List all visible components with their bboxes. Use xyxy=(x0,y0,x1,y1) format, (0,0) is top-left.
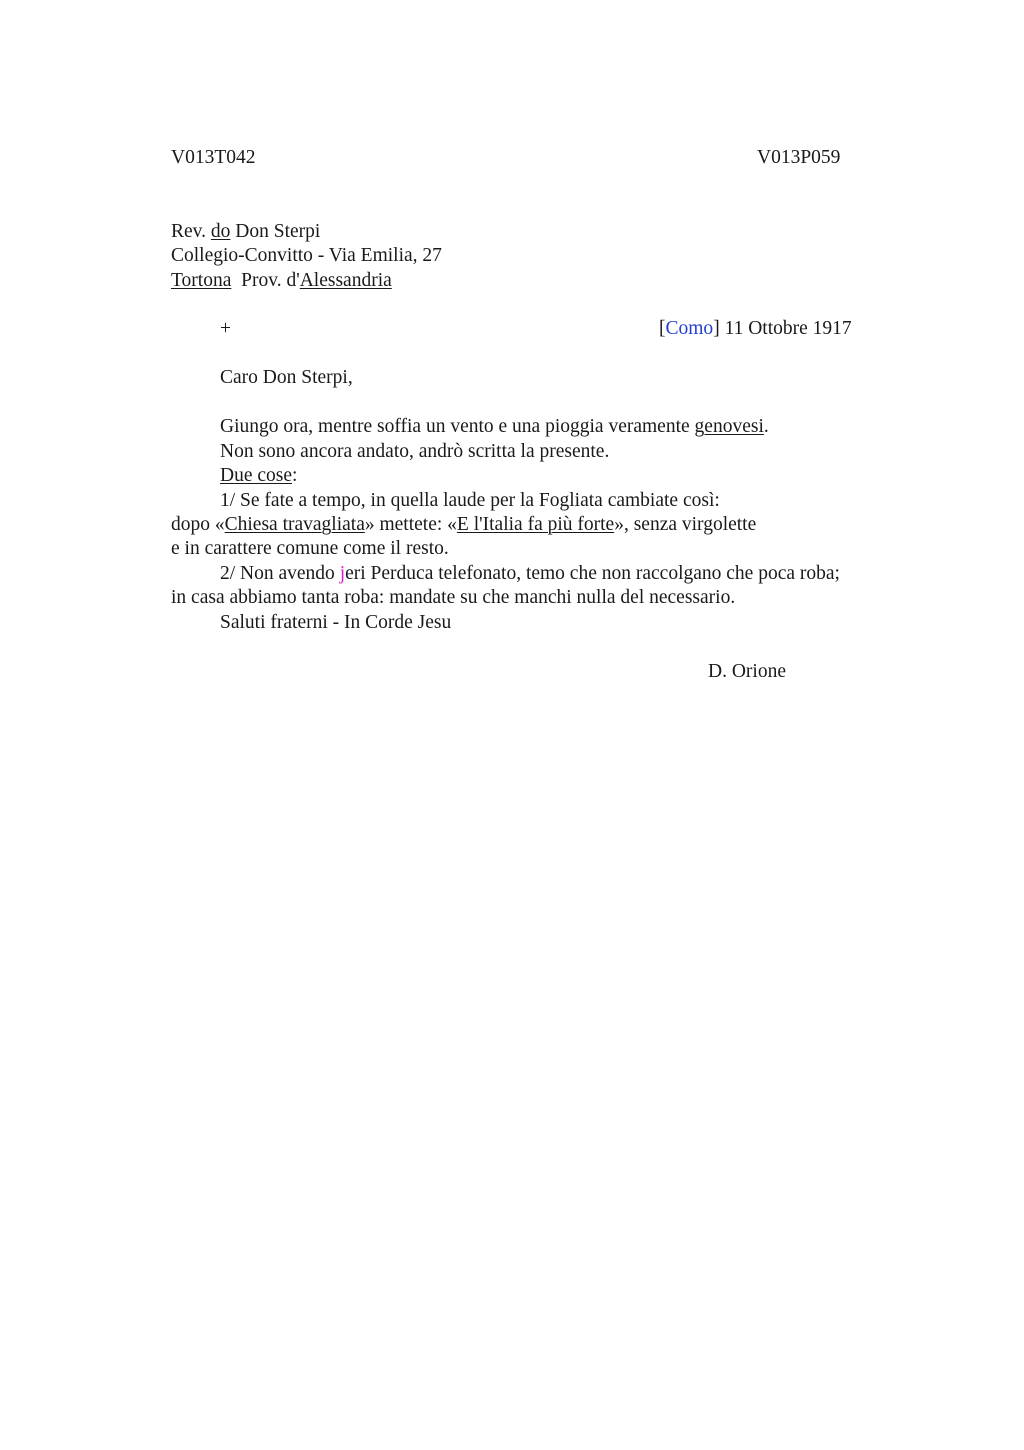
dateline-date: 11 Ottobre 1917 xyxy=(724,318,852,339)
body-line-8: in casa abbiamo tanta roba: mandate su che manchi nulla del necessario. xyxy=(171,587,736,608)
address-province: Alessandria xyxy=(299,270,392,291)
address-prov: Prov. d' xyxy=(241,270,300,291)
address-line-street: Collegio-Convitto - Via Emilia, 27 xyxy=(171,245,442,266)
body-line-3-underlined: Due cose xyxy=(220,465,293,486)
address-name: Don Sterpi xyxy=(235,221,321,242)
cross-symbol: + xyxy=(220,318,231,339)
address-rev: Rev. xyxy=(171,221,207,242)
body-line-1 xyxy=(220,415,769,439)
body-line-1-text: Giungo ora, mentre soffia un vento e una pioggia veramente xyxy=(220,416,690,437)
volume-code-left: V013T042 xyxy=(171,147,256,168)
body-line-9: Saluti fraterni - In Corde Jesu xyxy=(220,612,452,633)
body-line-5-a: dopo « xyxy=(171,514,225,535)
body-line-7-a: 2/ Non avendo xyxy=(220,563,340,584)
body-line-4: 1/ Se fate a tempo, in quella laude per la Fogliata cambiate così: xyxy=(220,490,720,511)
body-line-7-b: eri Perduca telefonato, temo che non raccolgano che poca roba; xyxy=(345,563,840,584)
body-line-5 xyxy=(171,513,756,537)
body-line-5-underlined-2: E l'Italia fa più forte xyxy=(456,514,615,535)
bracket-close: ] xyxy=(713,318,720,339)
body-line-5-c: », senza virgolette xyxy=(614,514,757,535)
body-line-7-editorial-j: j xyxy=(339,563,346,584)
body-line-5-underlined-1: Chiesa travagliata xyxy=(224,514,365,535)
body-line-3-end: : xyxy=(292,465,298,486)
greeting: Caro Don Sterpi, xyxy=(220,367,353,388)
body-line-7 xyxy=(220,562,840,586)
address-city: Tortona xyxy=(171,270,232,291)
body-line-6: e in carattere comune come il resto. xyxy=(171,538,449,559)
body-line-3 xyxy=(220,464,297,488)
bracket-open: [ xyxy=(659,318,666,339)
address-line-recipient xyxy=(171,220,320,244)
signature: D. Orione xyxy=(708,661,786,682)
body-line-1-end: . xyxy=(763,416,769,437)
dateline-place: Como xyxy=(665,318,714,339)
volume-code-right: V013P059 xyxy=(757,147,841,168)
body-line-1-underlined: genovesi xyxy=(694,416,764,437)
address-line-city xyxy=(171,269,392,293)
dateline xyxy=(659,317,852,341)
address-do: do xyxy=(210,221,231,242)
body-line-5-b: » mettete: « xyxy=(364,514,457,535)
body-line-2: Non sono ancora andato, andrò scritta la presente. xyxy=(220,441,610,462)
